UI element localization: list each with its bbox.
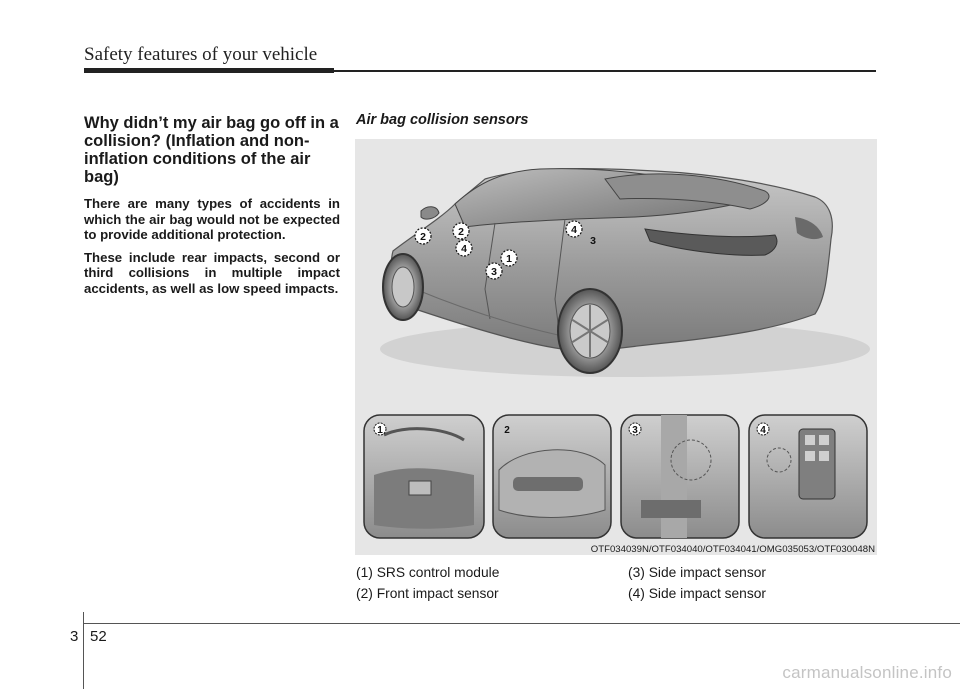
page-number: 52: [90, 628, 107, 645]
body-paragraph-2: These include rear impacts, second or third collisions in multiple impact accidents, as well as low speed impacts.: [84, 249, 340, 296]
header-rule-thin: [334, 70, 876, 72]
header-rule-thick: [84, 68, 334, 73]
thumbnail-label: 1: [377, 425, 383, 436]
left-column: [84, 114, 340, 303]
sensor-marker-label: 4: [571, 224, 577, 236]
chapter-number: 3: [70, 628, 79, 645]
sensor-marker-label: 2: [458, 226, 464, 238]
section-title: Safety features of your vehicle: [84, 44, 318, 65]
sensor-marker: [566, 221, 582, 237]
thumbnail-label: 3: [632, 425, 638, 436]
legend-item-1: (1) SRS control module: [356, 565, 500, 580]
sensor-marker-label: 1: [506, 253, 512, 265]
sensor-marker: [456, 240, 472, 256]
figure-code: OTF034039N/OTF034040/OTF034041/OMG035053/OTF030048N: [590, 544, 875, 555]
legend-item-2: (2) Front impact sensor: [356, 586, 499, 601]
footer-horizontal-rule: [83, 623, 960, 624]
car-illustration: [355, 139, 877, 555]
legend-item-4: (4) Side impact sensor: [628, 586, 767, 601]
sensor-marker-label: 3: [590, 235, 596, 247]
sensor-marker-label: 4: [461, 243, 467, 255]
watermark: carmanualsonline.info: [782, 663, 952, 682]
sensor-marker: [590, 235, 596, 247]
thumbnail-2: [493, 415, 611, 538]
body-paragraph-1: There are many types of accidents in which the air bag would not be expected to provide additional protection.: [84, 196, 340, 242]
sensor-marker: [501, 250, 517, 266]
figure-title: Air bag collision sensors: [356, 112, 529, 128]
sensor-figure: [355, 139, 877, 555]
sensor-marker: [486, 263, 502, 279]
sensor-marker: [415, 228, 431, 244]
sensor-marker: [453, 223, 469, 239]
thumbnail-label: 4: [760, 425, 766, 436]
thumbnail-label: 2: [504, 425, 510, 436]
sensor-marker-label: 3: [491, 266, 497, 278]
question-heading: Why didn’t my air bag go off in a collision? (Inflation and non-inflation conditions of the air bag): [84, 114, 339, 186]
sensor-marker-label: 2: [420, 231, 426, 243]
legend-item-3: (3) Side impact sensor: [628, 565, 767, 580]
